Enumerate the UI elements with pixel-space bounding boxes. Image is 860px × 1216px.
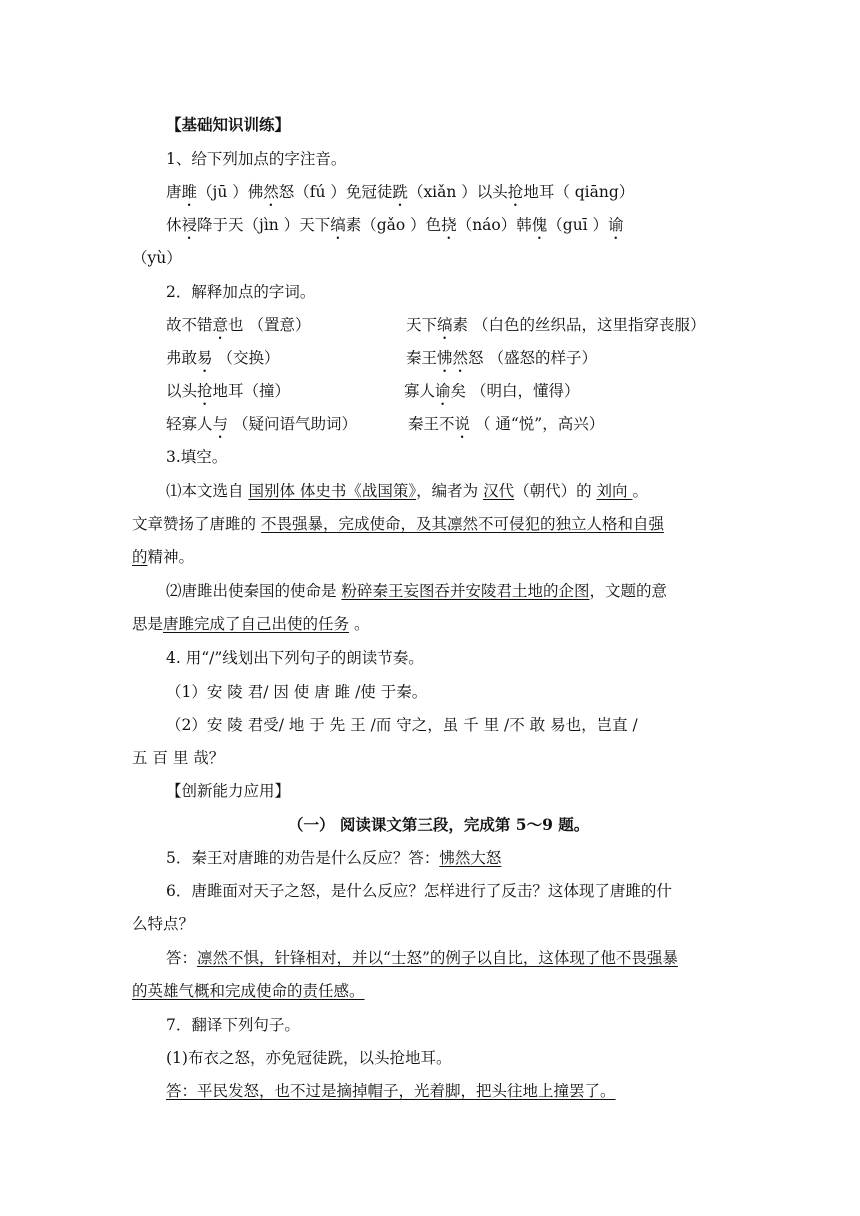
text: 唐 <box>166 183 182 201</box>
q2-row-1-left <box>166 314 310 343</box>
text: 也 （置意） <box>228 316 311 334</box>
answer-underline: 粉碎秦王妄图吞并安陵君土地的企图 <box>341 582 590 600</box>
text: （疑问语气助词） <box>228 415 357 433</box>
q3-fill-2-line-2 <box>132 613 369 635</box>
text: 天下 <box>406 316 438 334</box>
question-1-line-1 <box>166 181 634 210</box>
q3-fill-1-line-1 <box>166 480 648 502</box>
q4-sentence-2-cont: 五 百 里 哉？ <box>132 749 225 767</box>
answer-underline: 刘向 <box>596 482 633 500</box>
dotted-char: 与 <box>212 415 229 433</box>
text: （交换） <box>212 349 280 367</box>
dotted-char: 然 <box>263 183 279 201</box>
text: 怒（fú ）免冠徒 <box>278 183 393 201</box>
text: 矣 （明白，懂得） <box>450 382 580 400</box>
answer-underline: 汉代 <box>483 482 515 500</box>
text: 答： <box>166 949 198 967</box>
text: 5．秦王对唐雎的劝告是什么反应？答： <box>166 849 440 867</box>
q2-row-2-right <box>406 347 597 376</box>
text: （náo）韩 <box>456 216 532 234</box>
question-2-title: 2．解释加点的字词。 <box>166 283 316 301</box>
text: 文章赞扬了唐雎的 <box>132 515 261 533</box>
text: 故不错 <box>166 316 213 334</box>
question-4-title: 4. 用“/”线划出下列句子的朗读节奏。 <box>166 649 424 667</box>
q4-sentence-2: （2）安 陵 君受/ 地 于 先 王 /而 守之，虽 千 里 /不 敢 易也，岂直 / <box>166 716 638 734</box>
text: ⑵唐雎出使秦国的使命是 <box>166 582 342 600</box>
text: 怒 （盛怒的样子） <box>468 349 597 367</box>
dotted-char: 谕 <box>608 216 624 234</box>
answer-underline: 凛然不惧，针锋相对，并以“士怒”的例子以自比，这体现了他不畏强暴 <box>197 949 678 967</box>
q2-row-1-right <box>406 314 705 343</box>
text: ⑴本文选自 <box>166 482 249 500</box>
dotted-char: 祲 <box>181 216 198 234</box>
dotted-char: 说 <box>454 415 471 433</box>
dotted-char: 怫然 <box>437 349 469 367</box>
q4-sentence-1: （1）安 陵 君/ 因 使 唐 雎 /使 于秦。 <box>166 683 428 701</box>
q2-row-3-right <box>404 380 579 409</box>
dotted-char: 跣 <box>392 183 408 201</box>
q2-row-2-left <box>166 347 279 376</box>
text: （jū ）佛 <box>197 183 264 201</box>
text: 地耳（撞） <box>212 382 291 400</box>
dotted-char: 雎 <box>181 183 198 201</box>
text: 秦王不 <box>408 415 455 433</box>
dotted-char: 抢 <box>197 382 213 400</box>
text: 降于天（jìn ）天下 <box>197 216 331 234</box>
dotted-char: 谕 <box>435 382 451 400</box>
dotted-char: 易 <box>197 349 213 367</box>
question-6-line-1: 6．唐雎面对天子之怒，是什么反应？怎样进行了反击？这体现了唐雎的什 <box>166 882 672 900</box>
question-7-sentence-1: (1)布衣之怒，亦免冠徒跣，以头抢地耳。 <box>166 1049 452 1067</box>
section-heading-innovation: 【创新能力应用】 <box>166 782 291 800</box>
answer-underline: 怫然大怒 <box>439 849 502 867</box>
question-7-title: 7．翻译下列句子。 <box>166 1016 300 1034</box>
text: ，文题的意 <box>589 582 667 600</box>
dotted-char: 傀 <box>531 216 548 234</box>
q3-fill-1-line-2 <box>132 513 664 535</box>
dotted-char: 缟 <box>330 216 346 234</box>
text: 。 <box>632 482 648 500</box>
text: 以头 <box>166 382 198 400</box>
text: 思是 <box>132 615 164 633</box>
dotted-char: 缟 <box>437 316 453 334</box>
dotted-char: 抢 <box>507 183 524 201</box>
q2-row-4-right <box>408 413 604 442</box>
text: 。 <box>349 615 370 633</box>
question-1-title: 1、给下列加点的字注音。 <box>166 150 347 168</box>
dotted-char: 意 <box>212 316 229 334</box>
text: （ 通“悦”，高兴） <box>470 415 605 433</box>
text: （朝代）的 <box>514 482 597 500</box>
text: 精神。 <box>147 548 195 566</box>
answer-underline: 不畏强暴，完成使命，及其凛然不可侵犯的独立人格和自强 <box>260 515 664 533</box>
question-7-answer-1: 答：平民发怒，也不过是摘掉帽子，光着脚，把头往地上撞罢了。 <box>166 1082 616 1100</box>
reading-section-title: （一） 阅读课文第三段，完成第 5～9 题。 <box>288 815 590 834</box>
text: ，编者为 <box>416 482 484 500</box>
q3-fill-2-line-1 <box>166 580 667 602</box>
section-heading-basic: 【基础知识训练】 <box>166 115 291 134</box>
answer-underline: 唐雎完成了自己出使的任务 <box>163 615 350 633</box>
question-5 <box>166 847 501 869</box>
answer-underline: 的 <box>132 548 148 566</box>
answer-underline: 国别体 体史书《战国策》 <box>248 482 417 500</box>
text: 弗敢 <box>166 349 198 367</box>
text: 轻寡人 <box>166 415 213 433</box>
question-1-line-3: （yù） <box>132 249 182 267</box>
text: 寡人 <box>404 382 436 400</box>
question-1-line-2 <box>166 214 624 243</box>
q3-fill-1-line-3 <box>132 546 194 568</box>
text: 素（gǎo ）色 <box>345 216 442 234</box>
text: 素 （白色的丝织品，这里指穿丧服） <box>452 316 706 334</box>
question-6-line-2: 么特点？ <box>132 915 195 933</box>
question-6-answer-line-1 <box>166 947 678 969</box>
question-6-answer-line-2: 的英雄气概和完成使命的责任感。 <box>132 982 365 1000</box>
dotted-char: 挠 <box>441 216 457 234</box>
q2-row-4-left <box>166 413 357 442</box>
text: （guī ） <box>547 216 609 234</box>
q2-row-3-left <box>166 380 290 409</box>
text: 休 <box>166 216 182 234</box>
text: 地耳（ qiāng） <box>523 183 635 201</box>
text: （xiǎn ）以头 <box>407 183 508 201</box>
text: 秦王 <box>406 349 438 367</box>
question-3-title: 3.填空。 <box>166 448 228 466</box>
